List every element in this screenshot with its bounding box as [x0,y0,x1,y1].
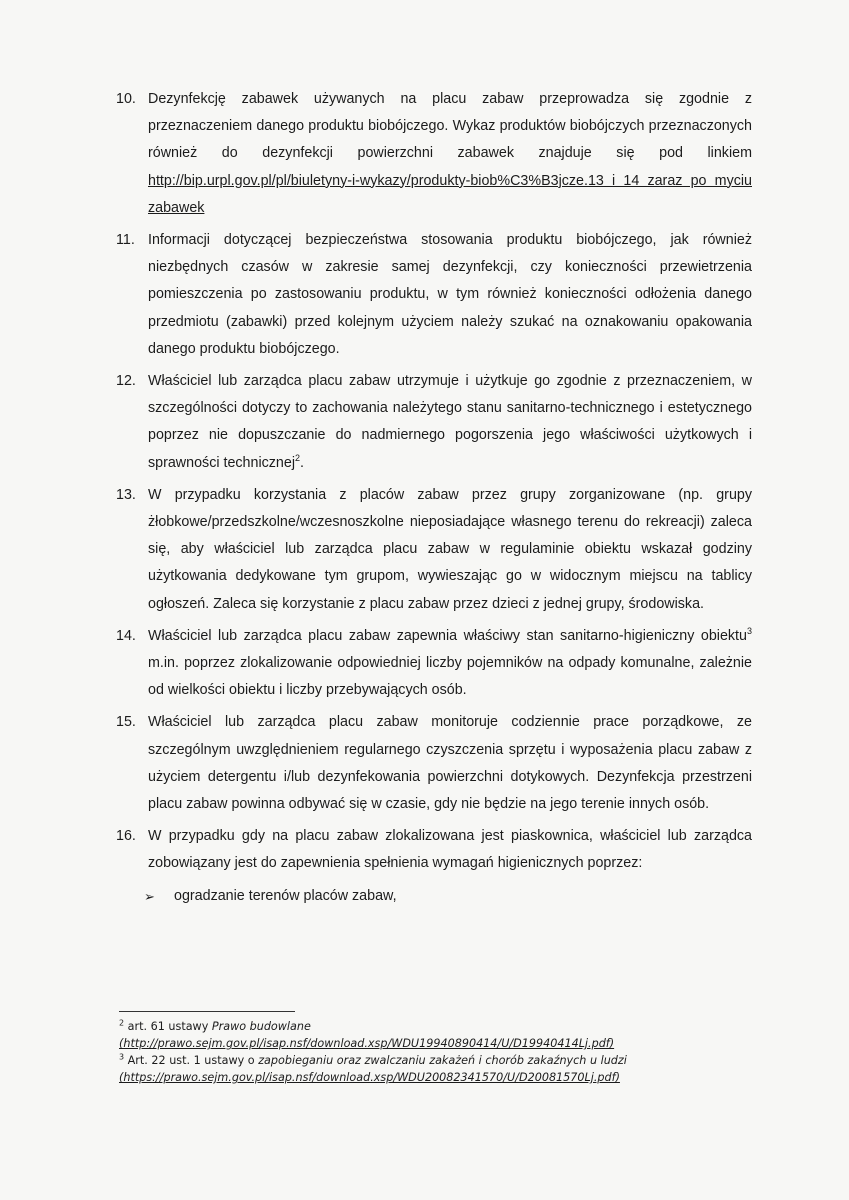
item-number: 14. [116,627,136,644]
list-item [116,368,752,477]
text-run: m.in. poprzez zlokalizowanie odpowiedniej liczby pojemników na odpady komunalne, zależnie od wielkości obiektu i liczby przebywających osób. [148,655,752,699]
item-text [148,482,752,618]
footnote-reference: 2 [295,452,301,463]
text-run: W przypadku gdy na placu zabaw zlokalizowana jest piaskownica, właściciel lub zarządca zobowiązany jest do zapewnienia spełnienia wymagań higienicznych poprzez: [148,828,752,872]
text-run: Informacji dotyczącej bezpieczeństwa stosowania produktu biobójczego, jak również niezbędnych czasów w zakresie samej dezynfekcji, czy konieczności przewietrzenia pomieszczenia po zastosowaniu produktu, w tym również konieczności odłożenia danego przedmiotu (zabawki) przed kolejnym użyciem należy szukać na oznakowaniu opakowania danego produktu biobójczego. [148,232,752,357]
list-item [116,227,752,363]
list-item [116,86,752,222]
item-number: 12. [116,373,136,390]
item-number: 13. [116,486,136,503]
numbered-list [116,86,752,910]
act-title: zapobieganiu oraz zwalczaniu zakażeń i chorób zakaźnych u ludzi [258,1054,627,1067]
list-item [116,709,752,818]
arrow-bullet-icon: ➢ [144,888,155,904]
item-text [148,823,752,877]
footnote [119,1052,739,1086]
text-run: . [300,454,305,471]
text-run: Właściciel lub zarządca placu zabaw zapewnia właściwy stan sanitarno-higieniczny obiektu [148,627,747,644]
item-number: 11. [116,232,135,249]
footnotes [119,1018,739,1086]
text-run: W przypadku korzystania z placów zabaw przez grupy zorganizowane (np. grupy żłobkowe/przedszkolne/wczesnoszkolne nieposiadające własnego terenu do rekreacji) zaleca się, aby właściciel lub zarządca placu zabaw w regulaminie obiektu wskazał godziny użytkowania dedykowane tym grupom, wywieszając go w widocznym miejscu na tablicy ogłoszeń. Zaleca się korzystanie z placu zabaw przez dzieci z jednej grupy, środowiska. [148,486,752,612]
footnote-mark: 2 [119,1018,125,1028]
item-text [148,623,752,705]
footnote [119,1018,739,1052]
item-text [148,368,752,477]
item-text [148,227,752,363]
footnote-url[interactable]: (http://prawo.sejm.gov.pl/isap.nsf/download.xsp/WDU19940890414/U/D19940414Lj.pdf) [119,1037,615,1050]
list-item [116,623,752,705]
text-run: Art. 22 ust. 1 ustawy o [124,1054,259,1067]
footnote-mark: 3 [119,1052,125,1062]
list-item [116,482,752,618]
item-number: 16. [116,828,136,845]
text-run: Właściciel lub zarządca placu zabaw utrzymuje i użytkuje go zgodnie z przeznaczeniem, w szczególności dotyczy to zachowania należytego stanu sanitarno-technicznego i estetycznego poprzez nie dopuszczanie do nadmiernego pogorszenia jego właściwości użytkowych i sprawności technicznej [148,373,752,471]
act-title: Prawo budowlane [211,1020,311,1033]
bullet-item [116,883,752,910]
text-run: Właściciel lub zarządca placu zabaw monitoruje codziennie prace porządkowe, ze szczególnym uwzględnieniem regularnego czyszczenia sprzętu i wyposażenia placu zabaw z użyciem detergentu i/lub dezynfekowania powierzchni dotykowych. Dezynfekcja przestrzeni placu zabaw powinna odbywać się w czasie, gdy nie będzie na jego terenie innych osób. [148,714,752,813]
text-run: art. 61 ustawy [124,1020,212,1033]
list-item [116,823,752,877]
item-text [148,709,752,818]
item-number: 10. [116,91,136,107]
bullet-text: ogradzanie terenów placów zabaw, [174,887,397,904]
footnote-separator [119,1011,295,1012]
item-number: 15. [116,714,136,731]
footnote-reference: 3 [746,626,752,637]
text-run: Dezynfekcję zabawek używanych na placu zabaw przeprowadza się zgodnie z przeznaczeniem danego produktu biobójczego. Wykaz produktów biobójczych przeznaczonych również do dezynfekcji powierzchni zabawek znajduje się pod linkiem [148,91,752,162]
url-link[interactable]: http://bip.urpl.gov.pl/pl/biuletyny-i-wykazy/produkty-biob%C3%B3jcze.13 i 14 zaraz po myciu zabawek [148,172,752,216]
footnote-url[interactable]: (https://prawo.sejm.gov.pl/isap.nsf/download.xsp/WDU20082341570/U/D20081570Lj.pdf) [119,1071,620,1084]
item-text [148,86,752,222]
